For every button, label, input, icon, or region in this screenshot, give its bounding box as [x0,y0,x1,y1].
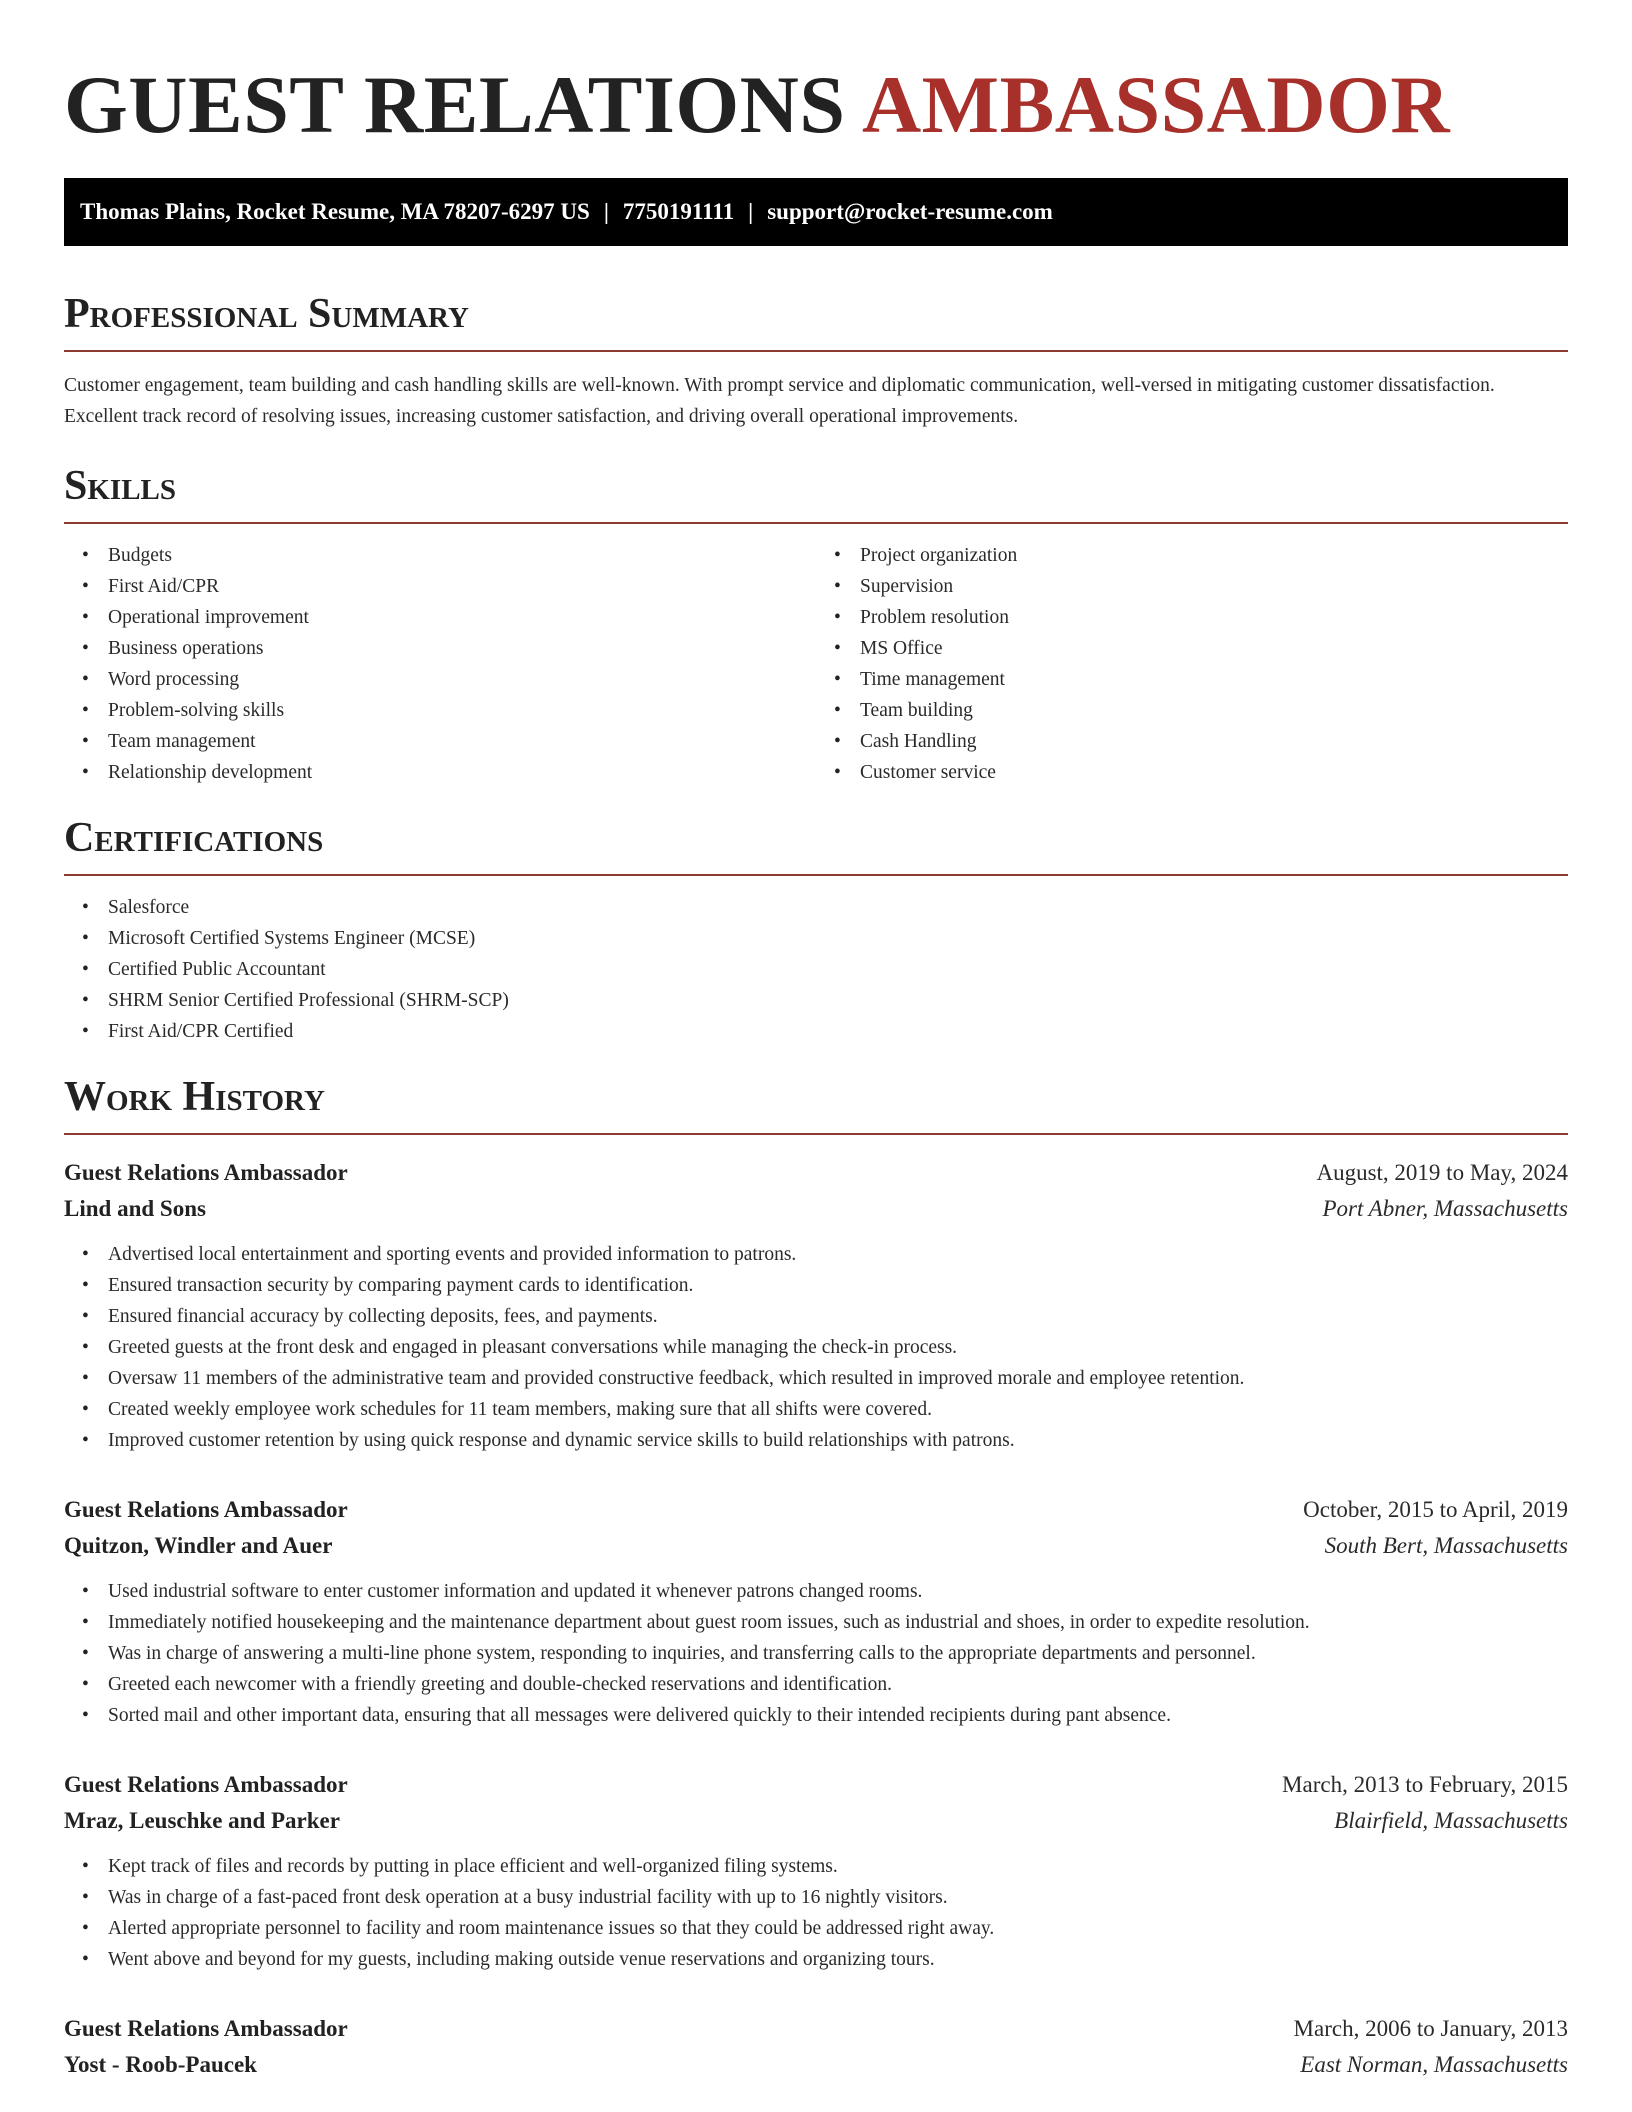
job-dates: March, 2013 to February, 2015 [1282,1772,1568,1797]
skill-item: • Project organization [860,540,1568,571]
skill-item: • MS Office [860,633,1568,664]
skill-item: • Customer service [860,757,1568,788]
job-duty: • Alerted appropriate personnel to facility and room maintenance issues so that they could be addressed right away. [108,1913,1568,1944]
job-duty: • Went above and beyond for my guests, including making outside venue reservations and organizing tours. [108,1944,1568,1975]
job-dates: August, 2019 to May, 2024 [1316,1160,1568,1185]
job-duty: • Oversaw 11 members of the administrative team and provided constructive feedback, which resulted in improved morale and employee retention. [108,1363,1568,1394]
contact-phone: 7750191111 [622,199,735,224]
resume-page [64,0,1568,2083]
job-entry [64,1155,1568,1456]
certification-item: • Microsoft Certified Systems Engineer (MCSE) [108,923,1568,954]
resume-title [64,60,1568,150]
job-company-row [64,1191,1568,1227]
job-entry [64,1767,1568,1975]
job-duty: • Greeted each newcomer with a friendly greeting and double-checked reservations and identification. [108,1669,1568,1700]
certifications-heading: Certifications [64,812,1568,876]
job-company-row [64,1528,1568,1564]
job-duties-list [64,1851,1568,1975]
skills-heading: Skills [64,460,1568,524]
skill-item: • Team building [860,695,1568,726]
job-location: Blairfield, Massachusetts [1334,1808,1568,1833]
job-duty: • Advertised local entertainment and sporting events and provided information to patrons. [108,1239,1568,1270]
skill-item: • Relationship development [108,757,816,788]
skills-list-left [64,540,816,788]
job-duty: • Used industrial software to enter customer information and updated it whenever patrons changed rooms. [108,1576,1568,1607]
job-duty: • Was in charge of a fast-paced front desk operation at a busy industrial facility with up to 16 nightly visitors. [108,1882,1568,1913]
job-duties-list [64,1576,1568,1731]
job-header-row [64,1492,1568,1528]
job-entry [64,1492,1568,1731]
contact-separator: | [603,199,609,224]
skills-columns [64,524,1568,788]
skill-item: • Problem resolution [860,602,1568,633]
job-duty: • Created weekly employee work schedules for 11 team members, making sure that all shifts were covered. [108,1394,1568,1425]
certification-item: • Salesforce [108,892,1568,923]
job-duty: • Greeted guests at the front desk and engaged in pleasant conversations while managing the check-in process. [108,1332,1568,1363]
skill-item: • Problem-solving skills [108,695,816,726]
job-duty: • Was in charge of answering a multi-line phone system, responding to inquiries, and transferring calls to the appropriate departments and personnel. [108,1638,1568,1669]
job-company-row [64,2047,1568,2083]
title-accent: AMBASSADOR [861,59,1451,150]
job-location: Port Abner, Massachusetts [1322,1196,1568,1221]
certification-item: • SHRM Senior Certified Professional (SHRM-SCP) [108,985,1568,1016]
job-location: East Norman, Massachusetts [1300,2052,1568,2077]
job-header-row [64,1767,1568,1803]
skill-item: • Word processing [108,664,816,695]
job-company: Mraz, Leuschke and Parker [64,1808,340,1833]
job-duty: • Improved customer retention by using quick response and dynamic service skills to build relationships with patrons. [108,1425,1568,1456]
skills-list-right [816,540,1568,788]
job-location: South Bert, Massachusetts [1324,1533,1568,1558]
job-duty: • Immediately notified housekeeping and the maintenance department about guest room issues, such as industrial and shoes, in order to expedite resolution. [108,1607,1568,1638]
job-duty: • Sorted mail and other important data, ensuring that all messages were delivered quickly to their intended recipients during pant absence. [108,1700,1568,1731]
contact-separator: | [748,199,754,224]
job-company: Quitzon, Windler and Auer [64,1533,333,1558]
contact-email: support@rocket-resume.com [767,199,1053,224]
job-title: Guest Relations Ambassador [64,1160,348,1185]
summary-heading: Professional Summary [64,288,1568,352]
job-header-row [64,2011,1568,2047]
work-history-heading: Work History [64,1071,1568,1135]
certification-item: • Certified Public Accountant [108,954,1568,985]
certification-item: • First Aid/CPR Certified [108,1016,1568,1047]
skill-item: • Team management [108,726,816,757]
certifications-list [64,892,1568,1047]
job-header-row [64,1155,1568,1191]
skill-item: • Supervision [860,571,1568,602]
skill-item: • Cash Handling [860,726,1568,757]
job-duty: • Kept track of files and records by putting in place efficient and well-organized filing systems. [108,1851,1568,1882]
job-company-row [64,1803,1568,1839]
skill-item: • Time management [860,664,1568,695]
skill-item: • Budgets [108,540,816,571]
job-title: Guest Relations Ambassador [64,1497,348,1522]
contact-address: Thomas Plains, Rocket Resume, MA 78207-6297 US [80,199,590,224]
summary-text: Customer engagement, team building and cash handling skills are well-known. With prompt service and diplomatic communication, well-versed in mitigating customer dissatisfaction. Excellent track record of resolving issues, increasing customer satisfaction, and driving overall operational improvements. [64,375,1495,427]
skill-item: • Operational improvement [108,602,816,633]
job-duties-list [64,1239,1568,1456]
job-duty: • Ensured transaction security by comparing payment cards to identification. [108,1270,1568,1301]
title-main: GUEST RELATIONS [64,59,846,150]
job-entry [64,2011,1568,2083]
job-company: Lind and Sons [64,1196,206,1221]
job-duty: • Ensured financial accuracy by collecting deposits, fees, and payments. [108,1301,1568,1332]
skill-item: • Business operations [108,633,816,664]
skill-item: • First Aid/CPR [108,571,816,602]
job-title: Guest Relations Ambassador [64,2016,348,2041]
contact-bar [64,178,1568,246]
job-title: Guest Relations Ambassador [64,1772,348,1797]
job-dates: October, 2015 to April, 2019 [1303,1497,1568,1522]
job-dates: March, 2006 to January, 2013 [1293,2016,1568,2041]
job-company: Yost - Roob-Paucek [64,2052,257,2077]
